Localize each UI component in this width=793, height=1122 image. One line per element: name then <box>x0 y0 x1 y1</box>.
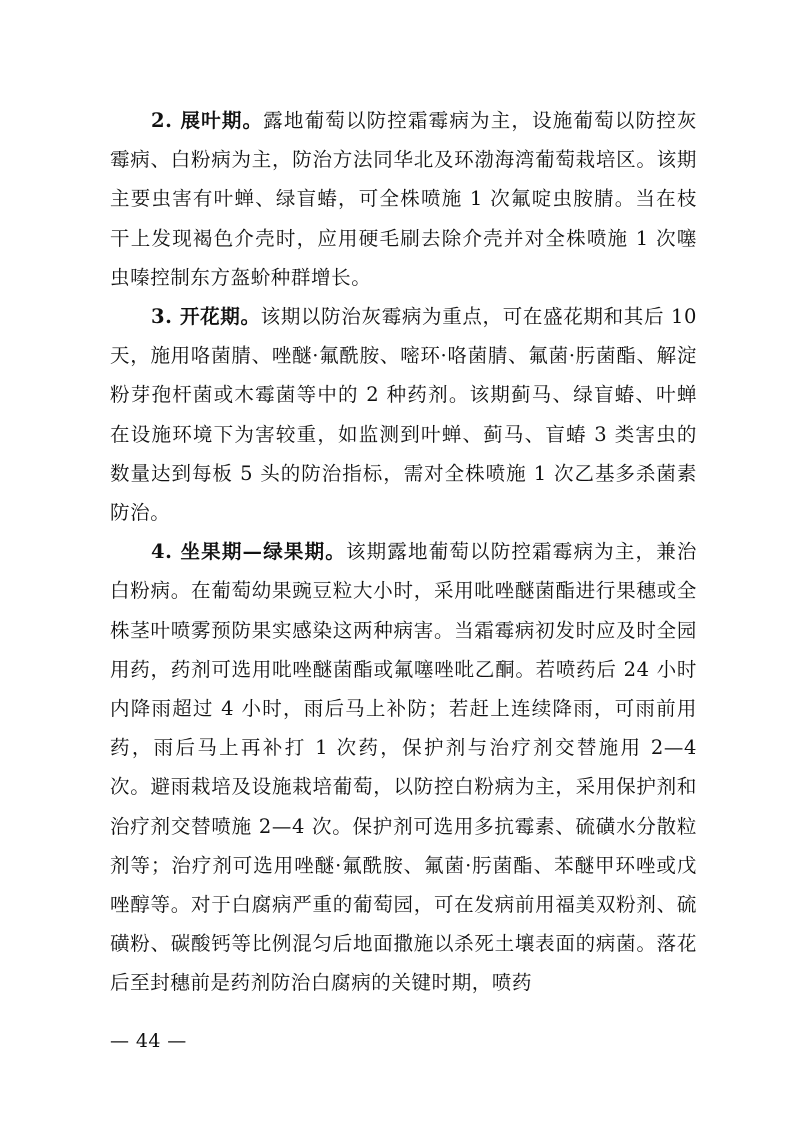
paragraph-text: 该期露地葡萄以防控霜霉病为主，兼治白粉病。在葡萄幼果豌豆粒大小时，采用吡唑醚菌酯进行果穗或全株茎叶喷雾预防果实感染这两种病害。当霜霉病初发时应及时全园用药，药剂可选用吡唑醚菌酯或氟噻唑吡乙酮。若喷药后 24 小时内降雨超过 4 小时，雨后马上补防；若赶上连续降雨，可雨前用药，雨后马上再补打 1 次药，保护剂与治疗剂交替施用 2—4 次。避雨栽培及设施栽培葡萄，以防控白粉病为主，采用保护剂和治疗剂交替喷施 2—4 次。保护剂可选用多抗霉素、硫磺水分散粒剂等；治疗剂可选用唑醚·氟酰胺、氟菌·肟菌酯、苯醚甲环唑或戊唑醇等。对于白腐病严重的葡萄园，可在发病前用福美双粉剂、硫磺粉、碳酸钙等比例混匀后地面撒施以杀死土壤表面的病菌。落花后至封穗前是药剂防治白腐病的关键时期，喷药 <box>110 540 698 995</box>
document-body <box>110 101 697 1003</box>
paragraph-flowering-stage <box>110 297 697 532</box>
paragraph-fruit-set-stage <box>110 532 697 1002</box>
page-number: — 44 — <box>110 1030 187 1052</box>
section-heading: 2. 展叶期。 <box>150 109 264 132</box>
paragraph-text: 露地葡萄以防控霜霉病为主，设施葡萄以防控灰霉病、白粉病为主，防治方法同华北及环渤海湾葡萄栽培区。该期主要虫害有叶蝉、绿盲蝽，可全株喷施 1 次氟啶虫胺腈。当在枝干上发现褐色介壳时，应用硬毛刷去除介壳并对全株喷施 1 次噻虫嗪控制东方盔蚧种群增长。 <box>110 109 697 289</box>
section-heading: 3. 开花期。 <box>150 305 261 329</box>
paragraph-text: 该期以防治灰霉病为重点，可在盛花期和其后 10 天，施用咯菌腈、唑醚·氟酰胺、嘧环·咯菌腈、氟菌·肟菌酯、解淀粉芽孢杆菌或木霉菌等中的 2 种药剂。该期蓟马、绿盲蝽、叶蝉在设施环境下为害较重，如监测到叶蝉、蓟马、盲蝽 3 类害虫的数量达到每板 5 头的防治指标，需对全株喷施 1 次乙基多杀菌素防治。 <box>110 305 697 525</box>
paragraph-leaf-expansion-stage <box>110 101 697 297</box>
section-heading: 4. 坐果期—绿果期。 <box>150 540 346 564</box>
